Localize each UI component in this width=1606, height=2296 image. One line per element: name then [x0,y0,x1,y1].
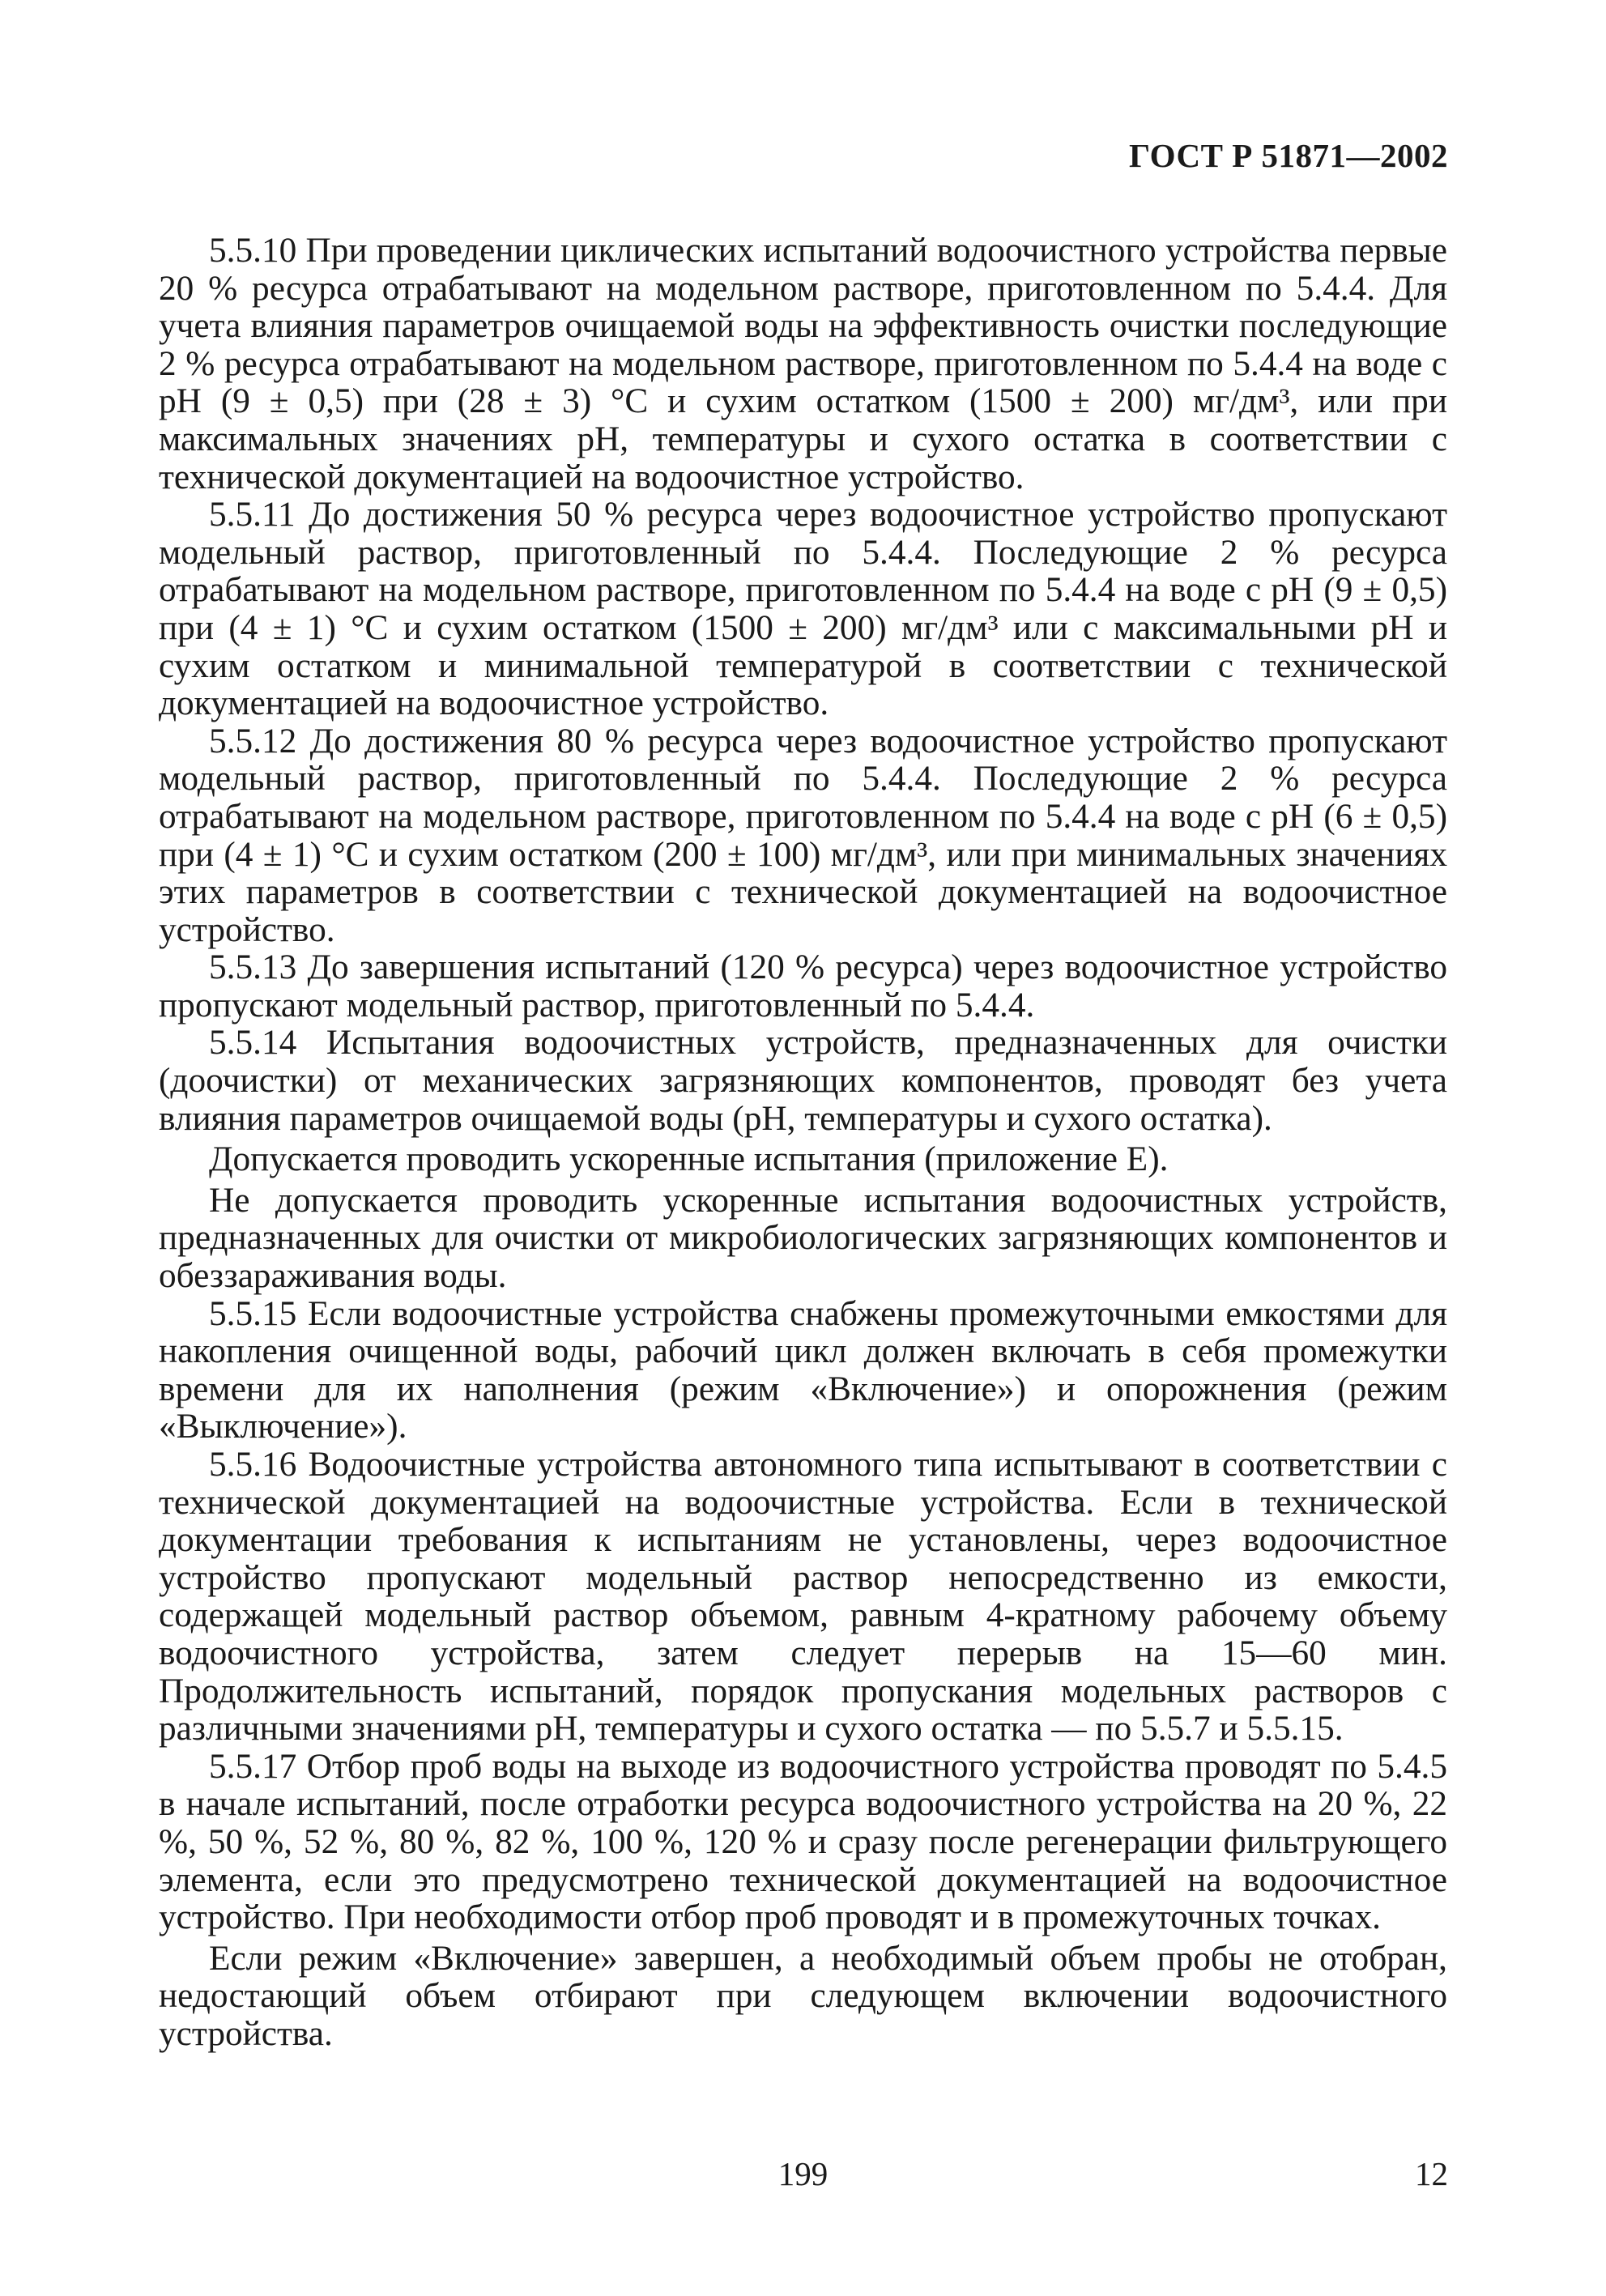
paragraph-5-5-17: 5.5.17 Отбор проб воды на выходе из водоочистного устройства проводят по 5.4.5 в начале испытаний, после отработки ресурса водоочистного устройства на 20 %, 22 %, 50 %, 52 %, 80 %, 82 %, 100 %, 120 % и сразу после регенерации фильтрующего элемента, если это предусмотрено технической документацией на водоочистное устройство. При необходимости отбор проб проводят и в промежуточных точках. [159,1746,1447,1937]
paragraph-5-5-13: 5.5.13 До завершения испытаний (120 % ресурса) через водоочистное устройство пропускают модельный раствор, приготовленный по 5.4.4. [159,948,1447,1024]
paragraph-5-5-15: 5.5.15 Если водоочистные устройства снабжены промежуточными емкостями для накопления очищенной воды, рабочий цикл должен включать в себя промежутки времени для их наполнения (режим «Включение») и опорожнения (режим «Выключение»). [159,1293,1447,1446]
paragraph-sampling-note: Если режим «Включение» завершен, а необходимый объем пробы не отобран, недостающий объем отбирают при следующем включении водоочистного устройства. [159,1938,1447,2053]
paragraph-5-5-10: 5.5.10 При проведении циклических испытаний водоочистного устройства первые 20 % ресурса отрабатывают на модельном растворе, приготовленном по 5.4.4. Для учета влияния параметров очищаемой воды на эффективность очистки последующие 2 % ресурса отрабатывают на модельном растворе, приготовленном по 5.4.4 на воде с pH (9 ± 0,5) при (28 ± 3) °С и сухим остатком (1500 ± 200) мг/дм³, или при максимальных значениях pH, температуры и сухого остатка в соответствии с технической документацией на водоочистное устройство. [159,231,1447,496]
paragraph-5-5-11: 5.5.11 До достижения 50 % ресурса через водоочистное устройство пропускают модельный раствор, приготовленный по 5.4.4. Последующие 2 % ресурса отрабатывают на модельном растворе, приготовленном по 5.4.4 на воде с pH (9 ± 0,5) при (4 ± 1) °С и сухим остатком (1500 ± 200) мг/дм³ или с максимальными pH и сухим остатком и минимальной температурой в соответствии с технической документацией на водоочистное устройство. [159,495,1447,723]
paragraph-accelerated-allowed: Допускается проводить ускоренные испытания (приложение Е). [209,1139,1169,1179]
paragraph-accelerated-not-allowed: Не допускается проводить ускоренные испытания водоочистных устройств, предназначенных для очистки от микробиологических загрязняющих компонентов и обеззараживания воды. [159,1180,1447,1296]
paragraph-5-5-16: 5.5.16 Водоочистные устройства автономного типа испытывают в соответствии с технической документацией на водоочистные устройства. Если в технической документации требования к испытаниям не установлены, через водоочистное устройство пропускают модельный раствор непосредственно из емкости, содержащей модельный раствор объемом, равным 4-кратному рабочему объему водоочистного устройства, затем следует перерыв на 15—60 мин. Продолжительность испытаний, порядок пропускания модельных растворов с различными значениями pH, температуры и сухого остатка — по 5.5.7 и 5.5.15. [159,1445,1447,1749]
page-number-right: 12 [1415,2155,1448,2192]
paragraph-5-5-14: 5.5.14 Испытания водоочистных устройств, предназначенных для очистки (доочистки) от механических загрязняющих компонентов, проводят без учета влияния параметров очищаемой воды (pH, температуры и сухого остатка). [159,1023,1447,1138]
page-number-center: 199 [777,2155,829,2192]
paragraph-5-5-12: 5.5.12 До достижения 80 % ресурса через водоочистное устройство пропускают модельный раствор, приготовленный по 5.4.4. Последующие 2 % ресурса отрабатывают на модельном растворе, приготовленном по 5.4.4 на воде с pH (6 ± 0,5) при (4 ± 1) °С и сухим остатком (200 ± 100) мг/дм³, или при минимальных значениях этих параметров в соответствии с технической документацией на водоочистное устройство. [159,721,1447,949]
page-footer [0,2154,1606,2195]
document-header: ГОСТ Р 51871—2002 [1129,137,1448,174]
document-body [159,232,1447,2053]
